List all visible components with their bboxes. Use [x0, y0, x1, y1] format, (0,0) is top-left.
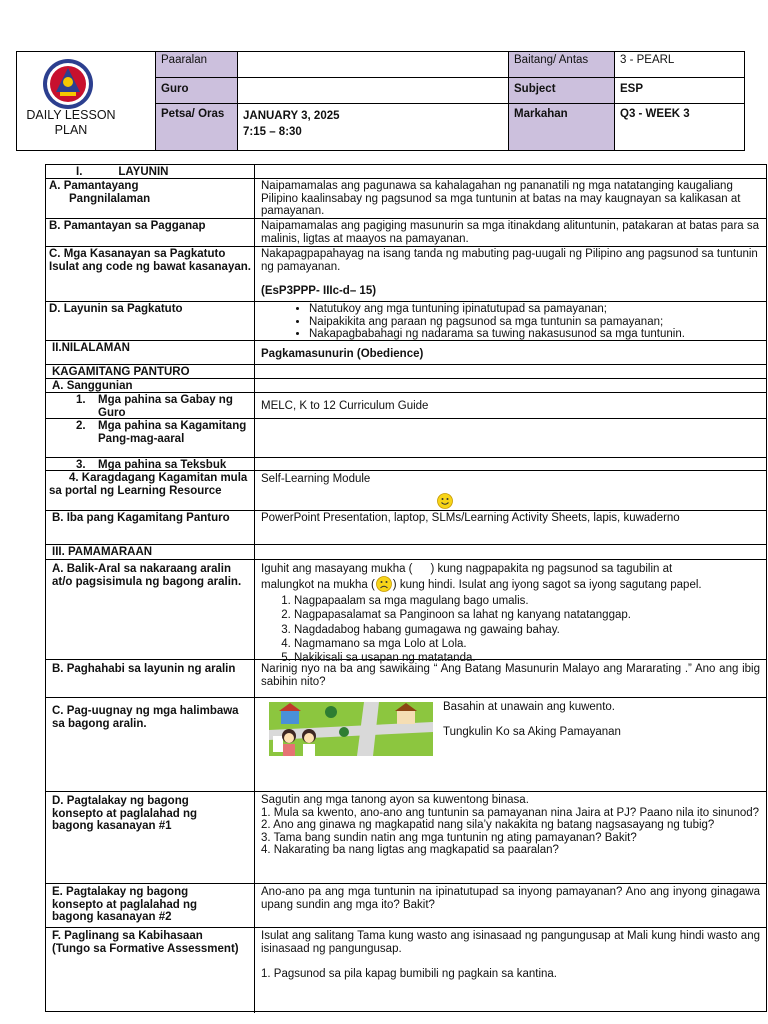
list-item: 2. Nagpapasalamat sa Panginoon sa lahat ng kanyang natatanggap. — [294, 608, 760, 622]
row-kasanayan-pagkatuto: C. Mga Kasanayan sa Pagkatuto Isulat ang code ng bawat kasanayan. Nakapagpapahayag na isang tanda ng mabuting pag-uugali ng Pilipino ang pagsunod sa tuntunin ng pamayanan. (EsP3PPP- IIIc-d– 15) — [46, 247, 766, 302]
petsa-label: Petsa/ Oras — [156, 104, 237, 150]
list-item: • Nakapagbabahagi ng nadarama sa tuwing nakasusunod sa mga tuntunin. — [309, 328, 760, 341]
baitang-label: Baitang/ Antas — [509, 52, 614, 77]
row-balik-aral: A. Balik-Aral sa nakaraang aralin at/o pagsisimula ng bagong aralin. Iguhit ang masayang mukha ( ) kung nagpapakita ng pagsunod sa tagubilin at malungkot na mukha ( ) kung hindi. Isulat ang iyong sagot sa iyong sagutang papel. 1. Nagpapaalam sa mga magulang bago umalis. 2. Nagpapasalamat sa Panginoon sa lahat ng kanyang natatanggap. 3. Nagdadabog habang gumagawa ng gawaing bahay. 4. Nagmamano sa mga Lolo at Lola. 5. Nakikisali sa usapan ng matatanda. — [46, 560, 766, 660]
row-paghahabi: B. Paghahabi sa layunin ng aralin Narinig nyo na ba ang sawikaing “ Ang Batang Masunurin Malayo ang Mararating .” Ano ang ibig sabihin nito? — [46, 660, 766, 698]
markahan-label: Markahan — [509, 104, 614, 150]
row-layunin: I. LAYUNIN — [46, 165, 766, 179]
list-item: • Naipakikita ang paraan ng pagsunod sa mga tuntunin sa pamayanan; — [309, 316, 760, 329]
lesson-table — [45, 164, 767, 1012]
row-kagamitang-mag-aaral: 2. Mga pahina sa Kagamitang Pang-mag-aaral — [46, 419, 766, 458]
guro-value — [238, 78, 508, 103]
row-nilalaman: II.NILALAMAN Pagkamasunurin (Obedience) — [46, 341, 766, 365]
subject-label: Subject — [509, 78, 614, 103]
list-item: 5. Nakikisali sa usapan ng matatanda. — [294, 651, 760, 665]
row-pamamaraan: III. PAMAMARAAN — [46, 545, 766, 560]
story-illustration — [269, 702, 433, 756]
list-item: 3. Nagdadabog habang gumagawa ng gawaing bahay. — [294, 623, 760, 637]
petsa-value: JANUARY 3, 2025 7:15 – 8:30 — [243, 110, 340, 138]
deped-seal-logo — [42, 58, 94, 110]
row-iba-kagamitan: B. Iba pang Kagamitang Panturo PowerPoint Presentation, laptop, SLMs/Learning Activity Sheets, lapis, kuwaderno — [46, 511, 766, 545]
row-pamantayan-pagganap: B. Pamantayan sa Pagganap Naipamamalas ang pagiging masunurin sa mga itinakdang alituntunin, patakaran at batas para sa malinis, ligtas at maayos na pamayanan. — [46, 219, 766, 247]
baitang-value: 3 - PEARL — [620, 54, 675, 66]
row-gabay-guro: 1. Mga pahina sa Gabay ng Guro MELC, K to 12 Curriculum Guide — [46, 393, 766, 419]
row-sanggunian: A. Sanggunian — [46, 379, 766, 393]
row-layunin-pagkatuto: D. Layunin sa Pagkatuto • Natutukoy ang mga tuntuning ipinatutupad sa pamayanan; • Naipakikita ang paraan ng pagsunod sa mga tuntunin sa pamayanan; • Nakapagbabahagi ng nadarama sa tuwing nakasusunod sa mga tuntunin. — [46, 302, 766, 341]
row-pagtalakay-2: E. Pagtalakay ng bagong konsepto at paglalahad ng bagong kasanayan #2 Ano-ano pa ang mga tuntunin na ipinatutupad sa inyong pamayanan? Ano ang inyong ginagawa upang sundin ang mga ito? Bakit? — [46, 884, 766, 928]
row-teksbuk: 3. Mga pahina sa Teksbuk — [46, 458, 766, 471]
paaralan-label: Paaralan — [156, 52, 237, 77]
row-pamantayang-pangnilalaman: A. Pamantayang Pangnilalaman Naipamamalas ang pagunawa sa kahalagahan ng pananatili ng mga natatanging kaugaliang Pilipino kaalinsabay ng pagsunod sa mga tuntunin at batas na may kaugnayan sa kalikasan at pamayanan. — [46, 179, 766, 219]
list-item: 4. Nagmamano sa mga Lolo at Lola. — [294, 637, 760, 651]
list-item: 1. Nagpapaalam sa mga magulang bago umalis. — [294, 594, 760, 608]
row-karagdagang-kagamitan: 4. Karagdagang Kagamitan mula sa portal ng Learning Resource Self-Learning Module — [46, 471, 766, 511]
sad-face-icon — [375, 576, 393, 592]
document-title: DAILY LESSON PLAN — [26, 108, 116, 137]
smiley-icon — [437, 493, 453, 509]
paaralan-value — [238, 52, 508, 77]
row-kagamitang-panturo: KAGAMITANG PANTURO — [46, 365, 766, 379]
row-paglinang: F. Paglinang sa Kabihasaan (Tungo sa Formative Assessment) Isulat ang salitang Tama kung wasto ang isinasaad ng pangungusap at Mali kung hindi wasto ang isinasaad ng pangungusap. 1. Pagsunod sa pila kapag bumibili ng pagkain sa kantina. — [46, 928, 766, 1013]
row-pagtalakay-1: D. Pagtalakay ng bagong konsepto at paglalahad ng bagong kasanayan #1 Sagutin ang mga tanong ayon sa kuwentong binasa. 1. Mula sa kwento, ano-ano ang tuntunin sa pamayanan nina Jaira at PJ? Paano nila ito sinunod? 2. Ano ang ginawa ng magkapatid nang sila’y nakakita ng batang nagsasayang ng tubig? 3. Tama bang sundin natin ang mga tuntunin ng ating pamayanan? Bakit? 4. Nakarating ba nang ligtas ang magkapatid sa paaralan? — [46, 792, 766, 884]
markahan-value: Q3 - WEEK 3 — [620, 108, 690, 120]
list-item: • Natutukoy ang mga tuntuning ipinatutupad sa pamayanan; — [309, 303, 760, 316]
row-pag-uugnay: C. Pag-uugnay ng mga halimbawa sa bagong aralin. Basahin at unawain ang kuwento. Tungkulin Ko sa Aking Pamayanan — [46, 698, 766, 792]
guro-label: Guro — [156, 78, 237, 103]
subject-value: ESP — [620, 83, 644, 95]
header-table — [16, 51, 745, 151]
